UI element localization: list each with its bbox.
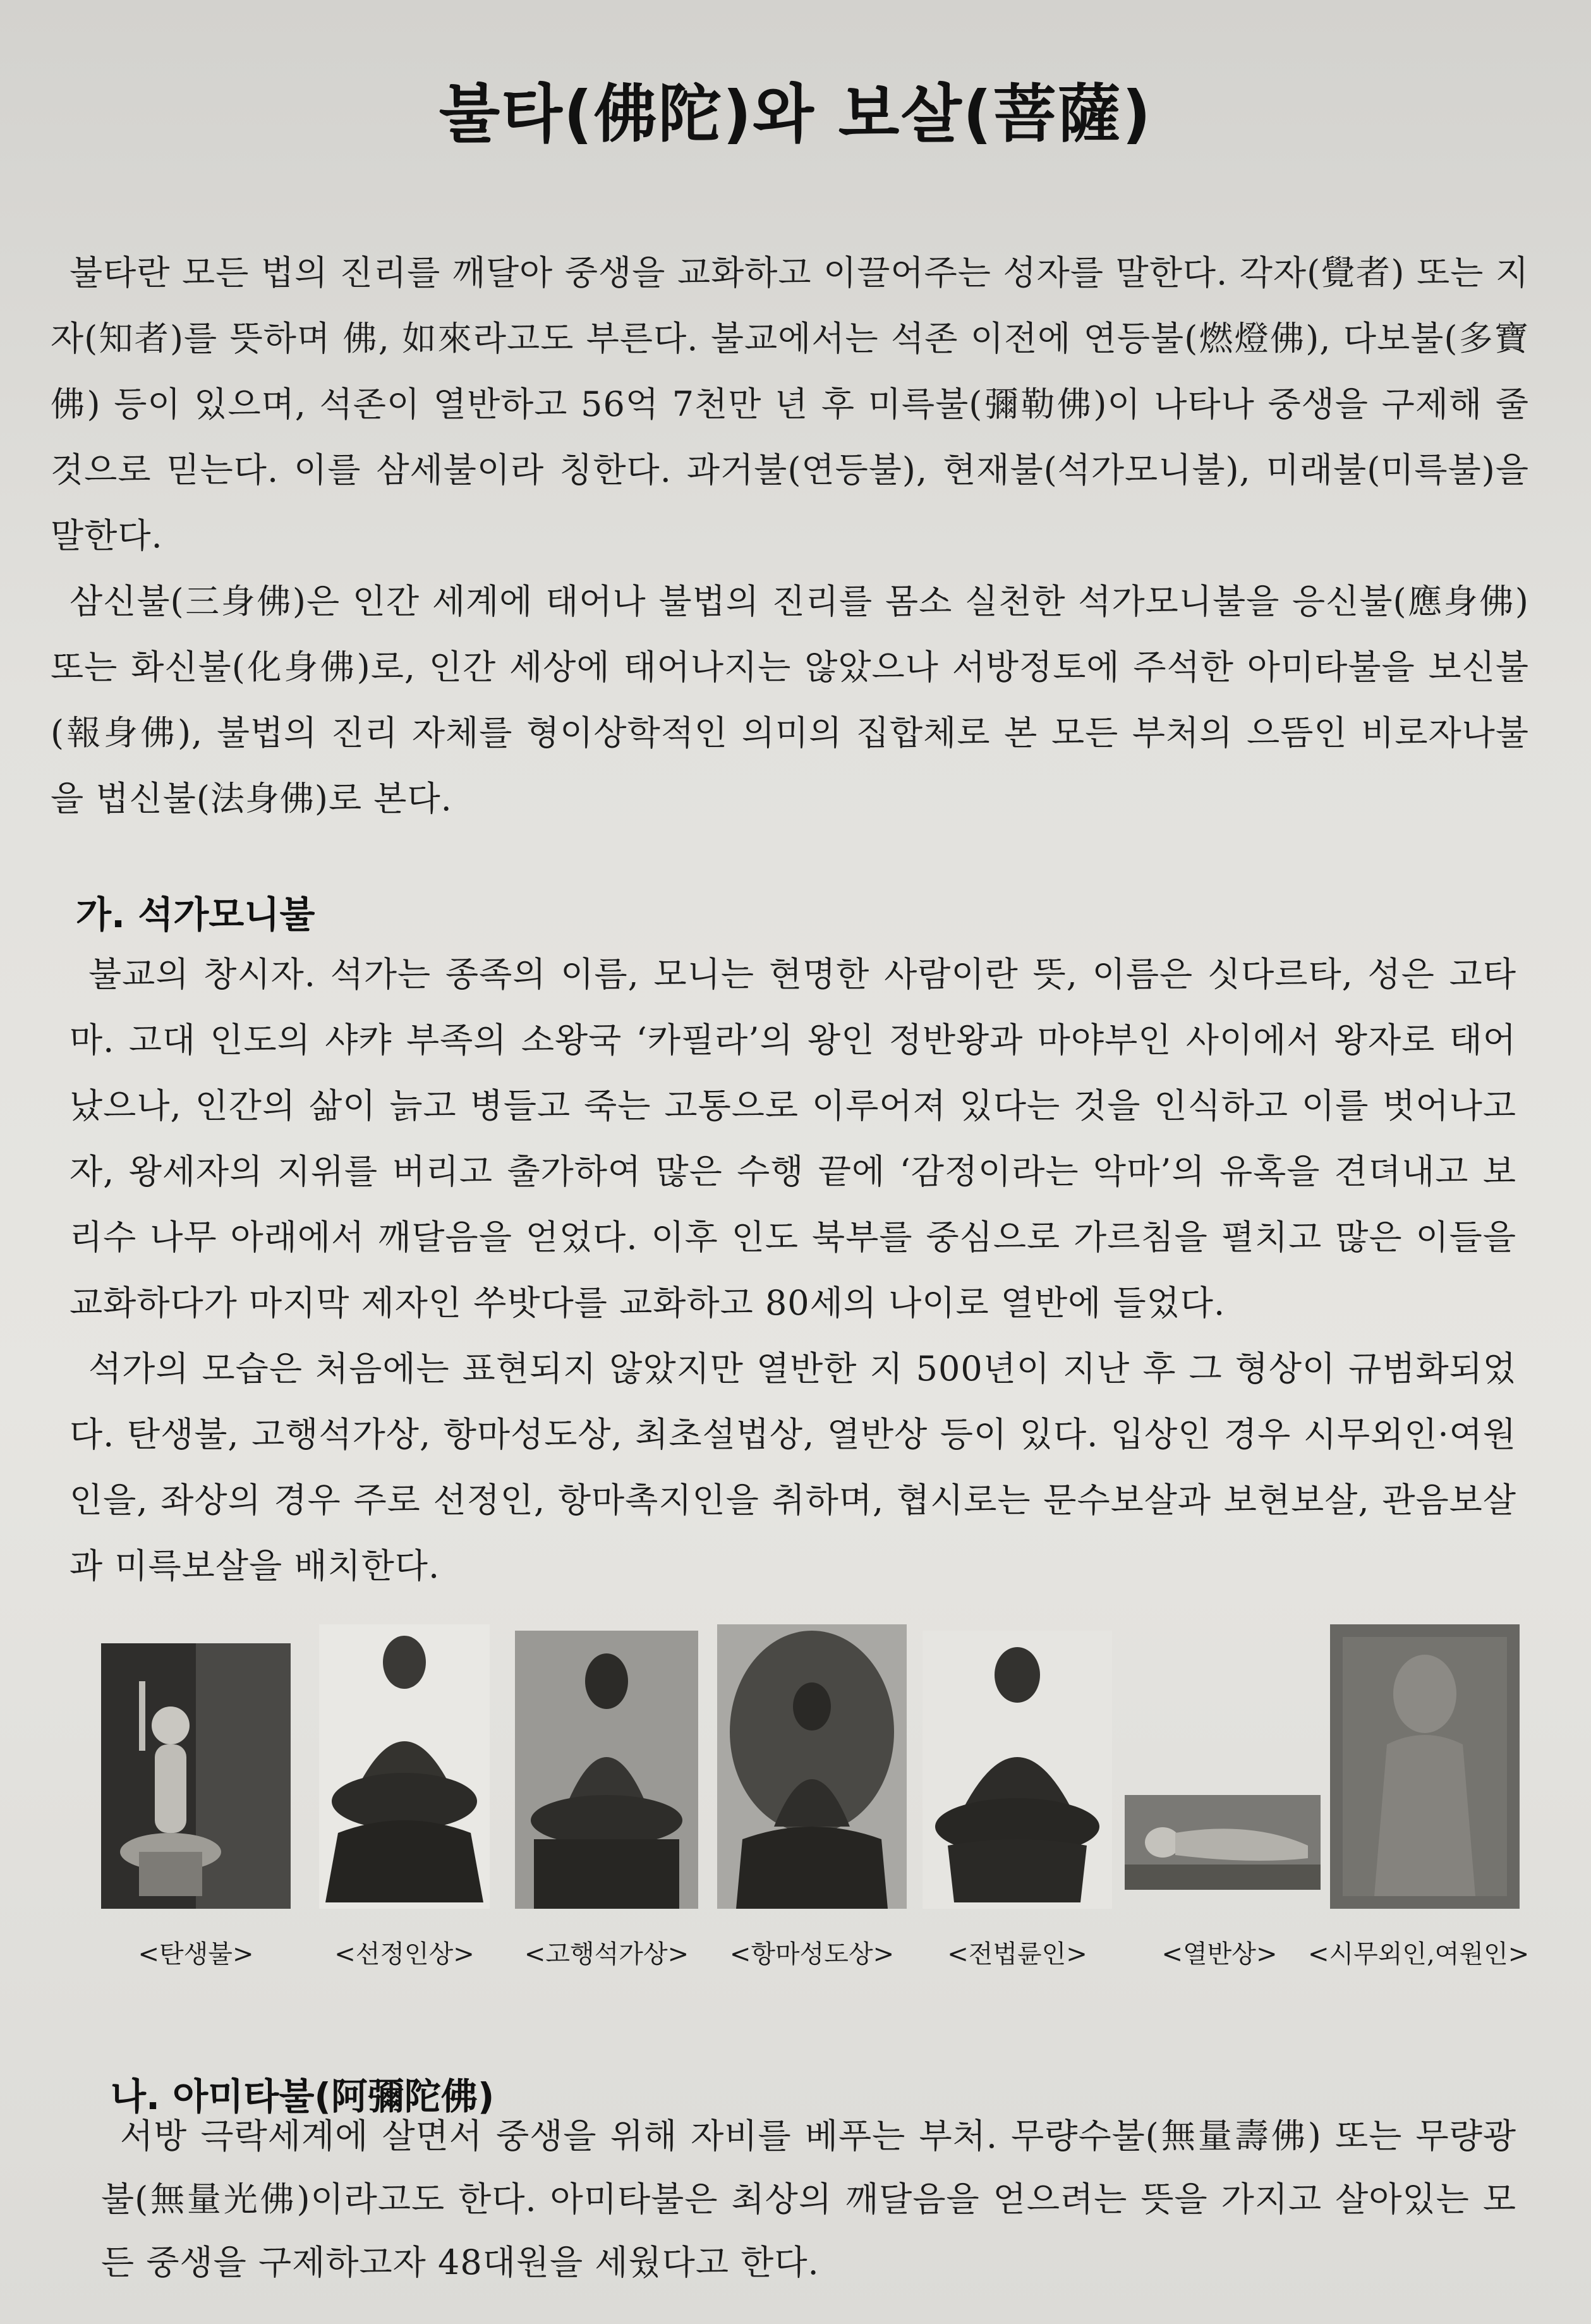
page-title: 불타(佛陀)와 보살(菩薩) <box>439 77 1152 151</box>
caption-nirvana-buddha: <열반상> <box>1161 1940 1278 1969</box>
caption-enlightenment-buddha: <항마성도상> <box>729 1940 895 1969</box>
intro-section <box>51 240 1529 832</box>
dharma-wheel-buddha-image <box>923 1631 1112 1909</box>
section-a-paragraph-2: 석가의 모습은 처음에는 표현되지 않았지만 열반한 지 500년이 지난 후 그 형상이 규범화되었다. 탄생불, 고행석가상, 항마성도상, 최초설법상, 열반상 등이 있다. 입상인 경우 시무외인·여원인을, 좌상의 경우 주로 선정인, 항마촉지인을 취하며, 협시로는 문수보살과 보현보살, 관음보살과 미륵보살을 배치한다. <box>70 1349 1516 1586</box>
enlightenment-buddha-image <box>717 1624 907 1909</box>
meditation-buddha-image <box>319 1624 490 1909</box>
caption-meditation-buddha: <선정인상> <box>334 1940 475 1969</box>
photo-birth-buddha <box>101 1643 291 1909</box>
photo-meditation-buddha <box>319 1624 490 1909</box>
section-b-heading: 나. 아미타불(阿彌陀佛) <box>111 2075 495 2118</box>
photo-dharma-wheel-buddha <box>923 1631 1112 1909</box>
intro-paragraph-2: 삼신불(三身佛)은 인간 세계에 태어나 불법의 진리를 몸소 실천한 석가모니불을 응신불(應身佛) 또는 화신불(化身佛)로, 인간 세상에 태어나지는 않았으나 서방정토에 주석한 아미타불을 보신불(報身佛), 불법의 진리 자체를 형이상학적인 의미의 집합체로 본 모든 부처의 으뜸인 비로자나불을 법신불(法身佛)로 본다. <box>51 581 1529 818</box>
nirvana-buddha-image <box>1125 1795 1321 1890</box>
intro-paragraph-1: 불타란 모든 법의 진리를 깨달아 중생을 교화하고 이끌어주는 성자를 말한다. 각자(覺者) 또는 지자(知者)를 뜻하며 佛, 如來라고도 부른다. 불교에서는 석존 이전에 연등불(燃燈佛), 다보불(多寶佛) 등이 있으며, 석존이 열반하고 56억 7천만 년 후 미륵불(彌勒佛)이 나타나 중생을 구제해 줄 것으로 믿는다. 이를 삼세불이라 칭한다. 과거불(연등불), 현재불(석가모니불), 미래불(미륵불)을 말한다. <box>51 253 1529 556</box>
section-a-heading: 가. 석가모니불 <box>76 893 315 936</box>
section-a-body <box>70 942 1516 1599</box>
caption-ascetic-buddha: <고행석가상> <box>524 1940 689 1969</box>
caption-fearless-wish-granting-buddha: <시무외인,여원인> <box>1308 1940 1530 1969</box>
caption-birth-buddha: <탄생불> <box>138 1940 254 1969</box>
fearless-wish-granting-buddha-image <box>1330 1624 1520 1909</box>
section-b-paragraph-1: 서방 극락세계에 살면서 중생을 위해 자비를 베푸는 부처. 무량수불(無量壽佛) 또는 무량광불(無量光佛)이라고도 한다. 아미타불은 최상의 깨달음을 얻으려는 뜻을 가지고 살아있는 모든 중생을 구제하고자 48대원을 세웠다고 한다. <box>101 2116 1516 2282</box>
ascetic-buddha-image <box>515 1631 698 1909</box>
caption-dharma-wheel-buddha: <전법륜인> <box>947 1940 1087 1969</box>
photo-enlightenment-buddha <box>717 1624 907 1909</box>
photo-nirvana-buddha <box>1125 1795 1321 1890</box>
photo-fearless-wish-granting-buddha <box>1330 1624 1520 1909</box>
buddha-photo-strip <box>101 1637 1530 1991</box>
section-a-paragraph-1: 불교의 창시자. 석가는 종족의 이름, 모니는 현명한 사람이란 뜻, 이름은 싯다르타, 성은 고타마. 고대 인도의 샤캬 부족의 소왕국 ‘카필라’의 왕인 정반왕과 마야부인 사이에서 왕자로 태어났으나, 인간의 삶이 늙고 병들고 죽는 고통으로 이루어져 있다는 것을 인식하고 이를 벗어나고자, 왕세자의 지위를 버리고 출가하여 많은 수행 끝에 ‘감정이라는 악마’의 유혹을 견뎌내고 보리수 나무 아래에서 깨달음을 얻었다. 이후 인도 북부를 중심으로 가르침을 펼치고 많은 이들을 교화하다가 마지막 제자인 쑤밧다를 교화하고 80세의 나이로 열반에 들었다. <box>70 954 1516 1323</box>
photo-ascetic-buddha <box>515 1631 698 1909</box>
section-b-body <box>101 2105 1516 2294</box>
birth-buddha-image <box>101 1643 291 1909</box>
